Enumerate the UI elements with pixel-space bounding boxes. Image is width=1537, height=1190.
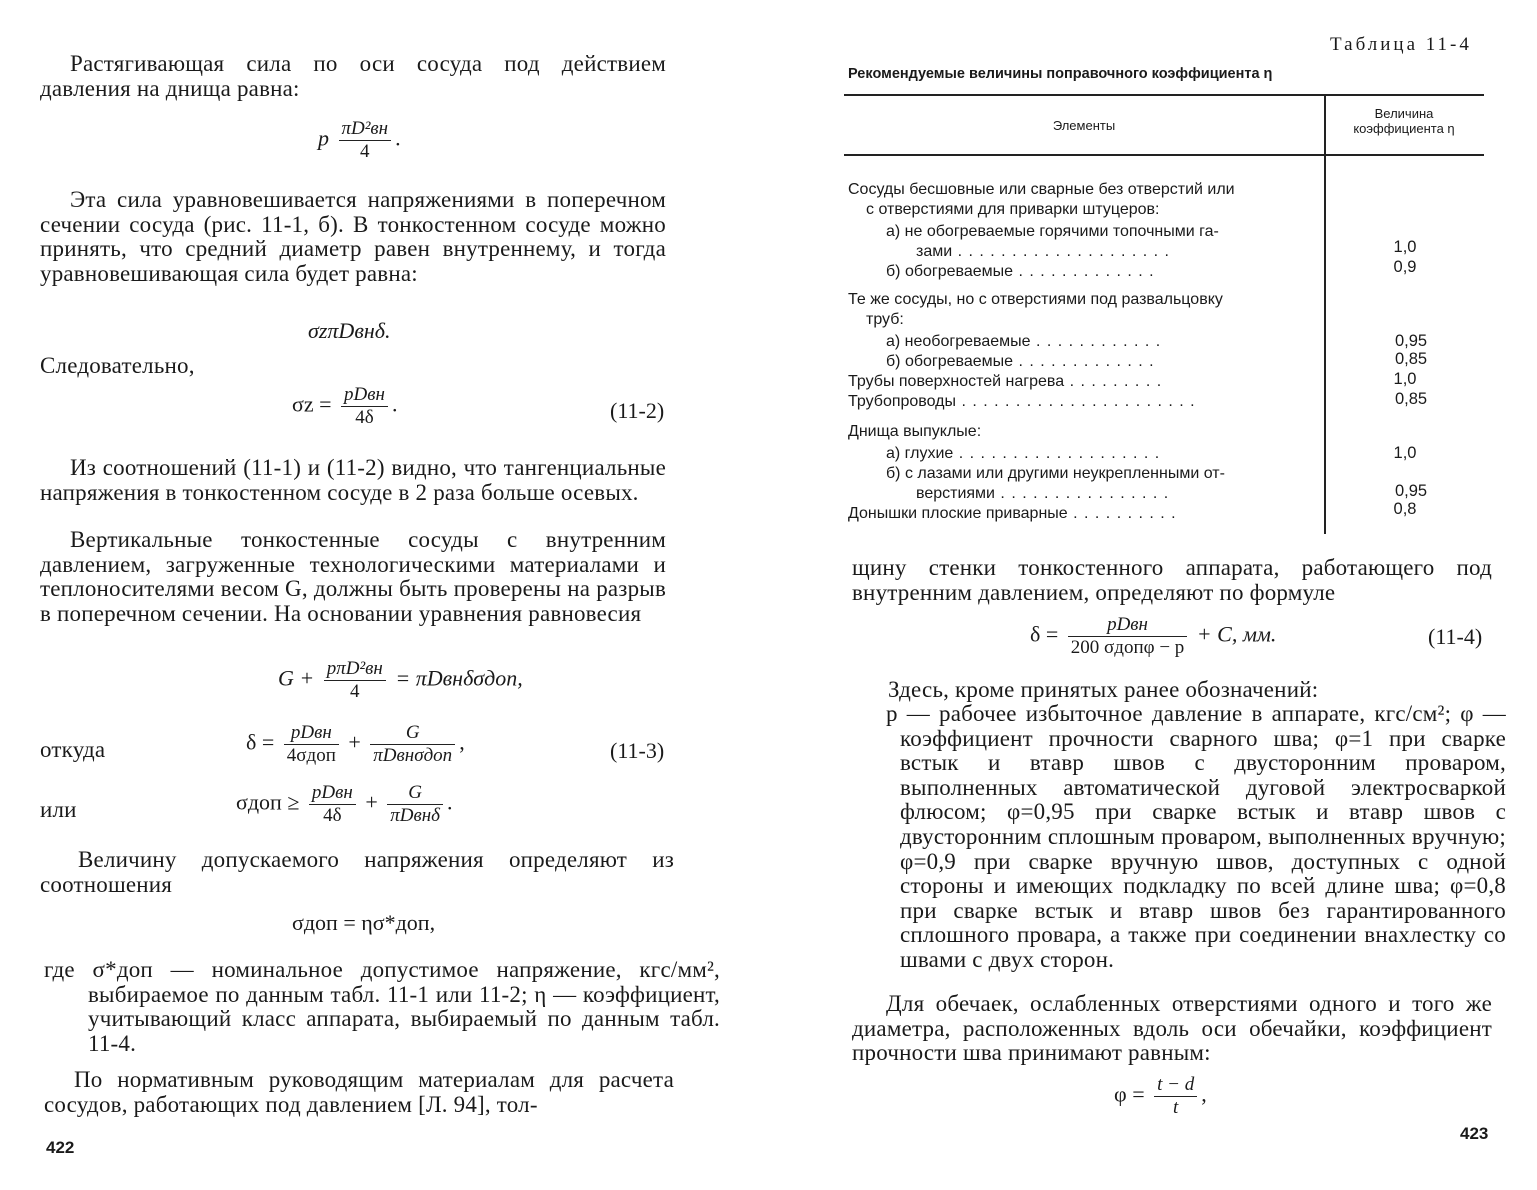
paragraph: По нормативным руководящим материалам для расчета сосудов, работающих под давлением [Л. 94], тол- xyxy=(44,1067,674,1117)
row-label: Донышки плоские приварные xyxy=(848,505,1068,522)
equation xyxy=(236,782,452,827)
table-row: Сосуды бесшовные или сварные без отверстий или xyxy=(848,181,1235,198)
paragraph: Растягивающая сила по оси сосуда под действием давления на днища равна: xyxy=(40,51,666,101)
table-caption: Таблица 11-4 xyxy=(1330,34,1472,55)
dot-leader: . . . . . . . . . . . . . xyxy=(1013,263,1155,280)
table-value: 0,95 xyxy=(1394,482,1428,500)
table-column-divider xyxy=(1324,94,1326,534)
table-row: труб: xyxy=(866,311,904,328)
equation-number: (11-4) xyxy=(1428,624,1483,649)
eq-term: + xyxy=(348,729,361,755)
fraction xyxy=(1068,614,1188,659)
table-row xyxy=(848,392,1196,411)
table-row xyxy=(886,352,1155,371)
numerator: G xyxy=(387,782,443,805)
equation xyxy=(246,722,465,767)
eq-tail: , xyxy=(1201,1081,1207,1107)
table-value: 0,95 xyxy=(1394,332,1428,350)
table-row: Те же сосуды, но с отверстиями под развальцовку xyxy=(848,291,1223,308)
table-row xyxy=(886,332,1161,351)
paragraph: щину стенки тонкостенного аппарата, работающего под внутренним давлением, определяют по формуле xyxy=(852,555,1492,605)
table-value: 1,0 xyxy=(1393,238,1417,256)
row-label: зами xyxy=(916,243,953,260)
numerator: pDвн xyxy=(284,722,339,745)
dot-leader: . . . . . . . . . . . . . . . . . . . . . . xyxy=(956,393,1196,410)
table-value: 0,8 xyxy=(1393,500,1417,518)
fraction xyxy=(324,658,386,703)
paragraph: Здесь, кроме принятых ранее обозначений: xyxy=(888,677,1319,702)
eq-tail: , xyxy=(459,729,465,755)
table-row: б) с лазами или другими неукрепленными от- xyxy=(886,465,1225,482)
numerator: pDвн xyxy=(1068,614,1188,637)
paragraph: Величину допускаемого напряжения определяют из соотношения xyxy=(40,847,674,897)
right-page xyxy=(768,0,1537,1190)
page-number: 423 xyxy=(1460,1124,1489,1143)
table-rule-top xyxy=(844,94,1484,96)
table-value: 0,85 xyxy=(1394,350,1428,368)
dot-leader: . . . . . . . . . . . . . . . . . . . xyxy=(953,445,1161,462)
table-title: Рекомендуемые величины поправочного коэффициента η xyxy=(848,66,1273,82)
eq-term: δ = xyxy=(1030,621,1059,647)
denominator: 4δ xyxy=(323,805,342,826)
eq-term: φ = xyxy=(1114,1081,1145,1107)
equation: σдоп = ησ*доп, xyxy=(292,910,436,935)
fraction xyxy=(387,782,443,827)
dot-leader: . . . . . . . . . . . . . . . . xyxy=(994,485,1170,502)
table-row xyxy=(848,372,1162,391)
equation-number: (11-3) xyxy=(610,738,665,763)
table-row xyxy=(886,444,1160,463)
eq-term: δ = xyxy=(246,729,275,755)
fraction xyxy=(284,722,339,767)
eq-tail: . xyxy=(446,789,453,815)
eq-term: p xyxy=(318,125,329,151)
dot-leader: . . . . . . . . . . . . . xyxy=(1013,353,1155,370)
paragraph: p — рабочее избыточное давление в аппарате, кгс/см²; φ — коэффициент прочности сварного шва; φ=1 при сварке встык и втавр швов с двусторонним проваром, выполненных автоматической дуговой электросваркой флюсом; φ=0,95 при сварке встык и втавр швов с двусторонним сплошным проваром, выполненных вручную; φ=0,9 при сварке вручную швов, доступных с одной стороны и имеющих подкладку по всей длине шва; φ=0,8 при сварке встык и втавр швов без гарантированного сплошного провара, а также при соединении внахлестку со швами с двух сторон. xyxy=(886,701,1506,972)
equation xyxy=(292,384,397,429)
eq-term: G + xyxy=(278,665,315,691)
row-label: а) необогреваемые xyxy=(886,333,1031,350)
row-label: а) глухие xyxy=(886,445,954,462)
table-header-coefficient: Величина коэффициента η xyxy=(1353,106,1455,136)
table-value: 0,85 xyxy=(1394,390,1428,408)
fraction xyxy=(341,384,388,429)
paragraph: Вертикальные тонкостенные сосуды с внутренним давлением, загруженные технологическими материалами и теплоносителями весом G, должны быть проверены на разрыв в поперечном сечении. На основании уравнения равновесия xyxy=(40,527,666,626)
paragraph: Из соотношений (11-1) и (11-2) видно, что тангенциальные напряжения в тонкостенном сосуде в 2 раза больше осевых. xyxy=(40,455,666,505)
eq-term: + C, мм. xyxy=(1196,621,1277,647)
denominator: 4δ xyxy=(355,407,374,428)
fraction xyxy=(339,118,392,163)
eq-term: + xyxy=(365,789,378,815)
paragraph: Следовательно, xyxy=(40,353,195,378)
denominator: πDвнδ xyxy=(390,805,440,826)
table-header-elements: Элементы xyxy=(1052,118,1116,133)
table-row xyxy=(916,242,1170,261)
table-row xyxy=(886,262,1155,281)
eq-label: или xyxy=(40,797,77,822)
page-number: 422 xyxy=(46,1138,75,1157)
numerator: pπD²вн xyxy=(324,658,386,681)
eq-term: = πDвнδσдоп, xyxy=(395,665,523,691)
numerator: t − d xyxy=(1154,1074,1197,1097)
equation-number: (11-2) xyxy=(610,398,665,423)
numerator: G xyxy=(370,722,455,745)
equation xyxy=(278,658,523,703)
numerator: pDвн xyxy=(341,384,388,407)
numerator: πD²вн xyxy=(339,118,392,141)
row-label: Трубопроводы xyxy=(848,393,956,410)
dot-leader: . . . . . . . . . . . . xyxy=(1030,333,1162,350)
equation xyxy=(1030,614,1276,659)
eq-label: откуда xyxy=(40,737,106,762)
fraction xyxy=(309,782,356,827)
dot-leader: . . . . . . . . . . . . . . . . . . . . xyxy=(952,243,1170,260)
table-row xyxy=(848,504,1177,523)
dot-leader: . . . . . . . . . xyxy=(1064,373,1163,390)
fraction xyxy=(370,722,455,767)
eq-tail: . xyxy=(395,125,401,151)
row-label: б) обогреваемые xyxy=(886,353,1014,370)
table-value: 1,0 xyxy=(1393,370,1417,388)
row-label: Трубы поверхностей нагрева xyxy=(848,373,1065,390)
eq-term: σz = xyxy=(292,391,332,417)
equation: σzπDвнδ. xyxy=(308,318,391,343)
table-value: 0,9 xyxy=(1393,258,1417,276)
table-row: с отверстиями для приварки штуцеров: xyxy=(866,201,1160,218)
table-row: а) не обогреваемые горячими топочными га- xyxy=(886,223,1219,240)
paragraph: Для обечаек, ослабленных отверстиями одного и того же диаметра, расположенных вдоль оси обечайки, коэффициент прочности шва принимают равным: xyxy=(852,991,1492,1066)
numerator: pDвн xyxy=(309,782,356,805)
table-rule-header xyxy=(844,154,1484,156)
denominator: t xyxy=(1173,1097,1179,1118)
dot-leader: . . . . . . . . . . xyxy=(1067,505,1177,522)
table-row: Днища выпуклые: xyxy=(848,423,982,440)
table-row xyxy=(916,484,1169,503)
table-value: 1,0 xyxy=(1393,444,1417,462)
denominator: 4σдоп xyxy=(286,745,336,766)
row-label: б) обогреваемые xyxy=(886,263,1014,280)
denominator: 200 σдопφ − p xyxy=(1070,637,1185,658)
left-page xyxy=(0,0,760,1190)
fraction xyxy=(1154,1074,1197,1119)
row-label: верстиями xyxy=(916,485,995,502)
denominator: 4 xyxy=(350,681,360,702)
paragraph: Эта сила уравновешивается напряжениями в поперечном сечении сосуда (рис. 11-1, б). В тонкостенном сосуде можно принять, что средний диаметр равен внутреннему, и тогда уравновешивающая сила будет равна: xyxy=(40,187,666,286)
denominator: πDвнσдоп xyxy=(373,745,453,766)
denominator: 4 xyxy=(360,141,370,162)
paragraph: где σ*доп — номинальное допустимое напряжение, кгс/мм², выбираемое по данным табл. 11-1 или 11-2; η — коэффициент, учитывающий класс аппарата, выбираемый по данным табл. 11-4. xyxy=(44,957,720,1056)
eq-term: σдоп ≥ xyxy=(236,789,300,815)
equation xyxy=(318,118,401,163)
equation xyxy=(1114,1074,1207,1119)
eq-tail: . xyxy=(391,391,398,417)
